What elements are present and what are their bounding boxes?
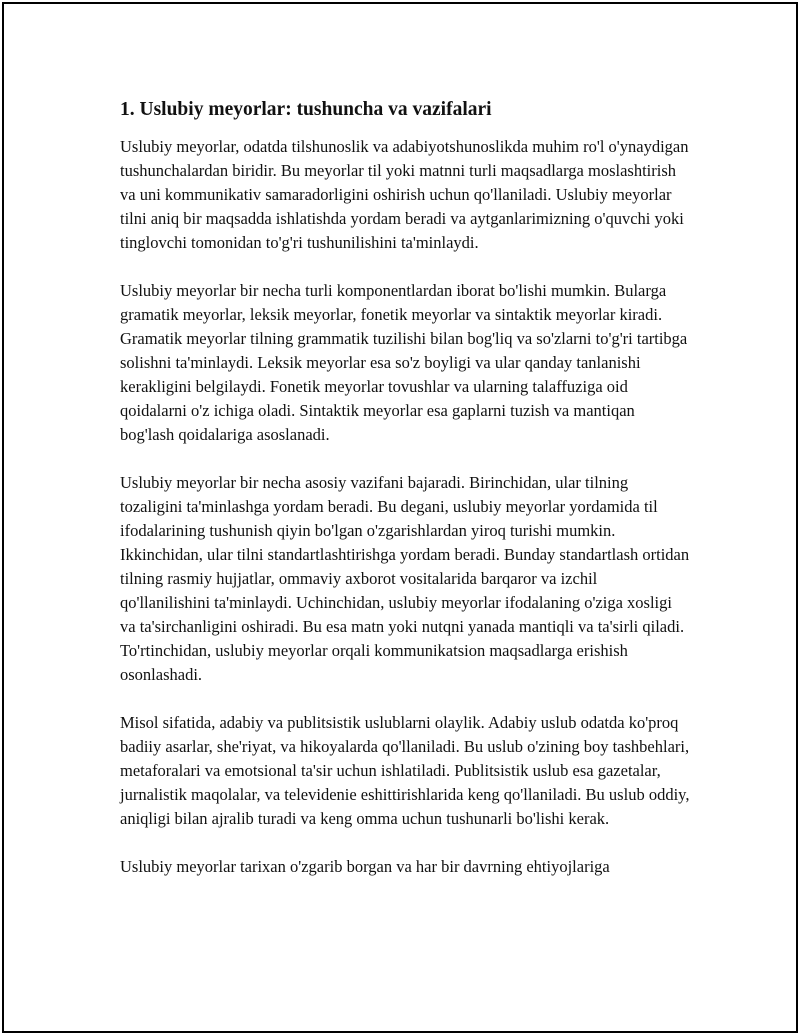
section-heading: 1. Uslubiy meyorlar: tushuncha va vazifalari bbox=[120, 99, 492, 120]
paragraph-4: Misol sifatida, adabiy va publitsistik uslublarni olaylik. Adabiy uslub odatda ko'proq badiiy asarlar, she'riyat, va hikoyalarda qo'llaniladi. Bu uslub o'zining boy tashbehlari, metaforalari va emotsional ta'sir uchun ishlatiladi. Publitsistik uslub esa gazetalar, jurnalistik maqolalar, va televidenie eshittirishlarida keng qo'llaniladi. Bu uslub oddiy, aniqligi bilan ajralib turadi va keng omma uchun tushunarli bo'lishi kerak. bbox=[120, 713, 690, 828]
paragraph-5: Uslubiy meyorlar tarixan o'zgarib borgan va har bir davrning ehtiyojlariga bbox=[120, 857, 610, 876]
document-page bbox=[2, 2, 798, 1033]
document-body bbox=[120, 97, 690, 903]
paragraph-1: Uslubiy meyorlar, odatda tilshunoslik va adabiyotshunoslikda muhim ro'l o'ynaydigan tushunchalardan biridir. Bu meyorlar til yoki matnni turli maqsadlarga moslashtirish va uni kommunikativ samaradorligini oshirish uchun qo'llaniladi. Uslubiy meyorlar tilni aniq bir maqsadda ishlatishda yordam beradi va aytganlarimizning o'quvchi yoki tinglovchi tomonidan to'g'ri tushunilishini ta'minlaydi. bbox=[120, 137, 689, 252]
paragraph-3: Uslubiy meyorlar bir necha asosiy vazifani bajaradi. Birinchidan, ular tilning tozaligini ta'minlashga yordam beradi. Bu degani, uslubiy meyorlar yordamida til ifodalarining tushunish qiyin bo'lgan o'zgarishlardan yiroq turishi mumkin. Ikkinchidan, ular tilni standartlashtirishga yordam beradi. Bunday standartlash ortidan tilning rasmiy hujjatlar, ommaviy axborot vositalarida barqaror va izchil qo'llanilishini ta'minlaydi. Uchinchidan, uslubiy meyorlar ifodalaning o'ziga xosligi va ta'sirchanligini oshiradi. Bu esa matn yoki nutqni yanada mantiqli va ta'sirli qiladi. To'rtinchidan, uslubiy meyorlar orqali kommunikatsion maqsadlarga erishish osonlashadi. bbox=[120, 473, 690, 684]
paragraph-2: Uslubiy meyorlar bir necha turli komponentlardan iborat bo'lishi mumkin. Bularga gramatik meyorlar, leksik meyorlar, fonetik meyorlar va sintaktik meyorlar kiradi. Gramatik meyorlar tilning grammatik tuzilishi bilan bog'liq va so'zlarni to'g'ri tartibga solishni ta'minlaydi. Leksik meyorlar esa so'z boyligi va ular qanday tanlanishi kerakligini belgilaydi. Fonetik meyorlar tovushlar va ularning talaffuziga oid qoidalarni o'z ichiga oladi. Sintaktik meyorlar esa gaplarni tuzish va mantiqan bog'lash qoidalariga asoslanadi. bbox=[120, 281, 688, 444]
